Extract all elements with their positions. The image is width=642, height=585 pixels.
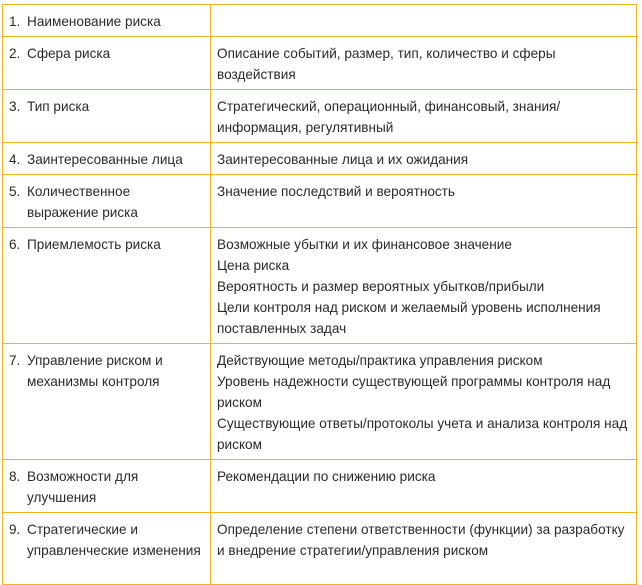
description-line: Цели контроля над риском и желаемый уровень исполнения поставленных задач (217, 300, 601, 336)
risk-attribute-label: Тип риска (27, 99, 90, 114)
table-row (3, 90, 637, 143)
risk-attribute-label: Заинтересованные лица (27, 152, 183, 167)
row-number: 9. (9, 522, 21, 537)
risk-attribute-label: Количественное выражение риска (27, 184, 138, 220)
table-row (3, 143, 637, 175)
row-number: 7. (9, 353, 21, 368)
risk-table (2, 4, 637, 585)
description-line: Описание событий, размер, тип, количество и сферы воздействия (217, 46, 556, 82)
risk-attribute-label: Сфера риска (27, 46, 111, 61)
table-row (3, 37, 637, 90)
risk-attribute-cell (3, 37, 211, 90)
table-row (3, 513, 637, 585)
description-line: Существующие ответы/протоколы учета и анализа контроля над риском (217, 416, 628, 452)
risk-attribute-label: Управление риском и механизмы контроля (27, 353, 163, 389)
description-line: Вероятность и размер вероятных убытков/прибыли (217, 279, 545, 294)
risk-attribute-cell (3, 175, 211, 228)
risk-attribute-cell (3, 143, 211, 175)
risk-description-cell (211, 228, 637, 344)
risk-description-cell (211, 513, 637, 585)
risk-attribute-label: Возможности для улучшения (27, 469, 139, 505)
row-number: 4. (9, 152, 21, 167)
table-row (3, 5, 637, 37)
risk-description-cell (211, 90, 637, 143)
description-line: Стратегический, операционный, финансовый, знания/информация, регулятивный (217, 99, 561, 135)
row-number: 1. (9, 14, 21, 29)
row-number: 3. (9, 99, 21, 114)
risk-attribute-cell (3, 90, 211, 143)
risk-description-cell (211, 344, 637, 460)
risk-attribute-label: Приемлемость риска (27, 237, 161, 252)
risk-description-cell (211, 37, 637, 90)
description-line: Цена риска (217, 258, 290, 273)
risk-description-cell (211, 5, 637, 37)
risk-attribute-label: Стратегические и управленческие изменения (27, 522, 201, 558)
risk-attribute-cell (3, 5, 211, 37)
risk-attribute-cell (3, 513, 211, 585)
description-line: Заинтересованные лица и их ожидания (217, 152, 469, 167)
row-number: 2. (9, 46, 21, 61)
row-number: 5. (9, 184, 21, 199)
description-line: Действующие методы/практика управления риском (217, 353, 543, 368)
table-row (3, 175, 637, 228)
row-number: 8. (9, 469, 21, 484)
risk-description-cell (211, 175, 637, 228)
description-line: Значение последствий и вероятность (217, 184, 455, 199)
risk-attribute-cell (3, 460, 211, 513)
risk-attribute-label: Наименование риска (27, 14, 161, 29)
risk-attribute-cell (3, 228, 211, 344)
table-row (3, 460, 637, 513)
description-line: Уровень надежности существующей программы контроля над риском (217, 374, 611, 410)
table-row (3, 228, 637, 344)
description-line: Определение степени ответственности (функции) за разработку и внедрение стратегии/управления риском (217, 522, 625, 558)
risk-attribute-cell (3, 344, 211, 460)
risk-description-cell (211, 460, 637, 513)
description-line: Рекомендации по снижению риска (217, 469, 436, 484)
table-row (3, 344, 637, 460)
description-line: Возможные убытки и их финансовое значение (217, 237, 512, 252)
row-number: 6. (9, 237, 21, 252)
risk-description-cell (211, 143, 637, 175)
